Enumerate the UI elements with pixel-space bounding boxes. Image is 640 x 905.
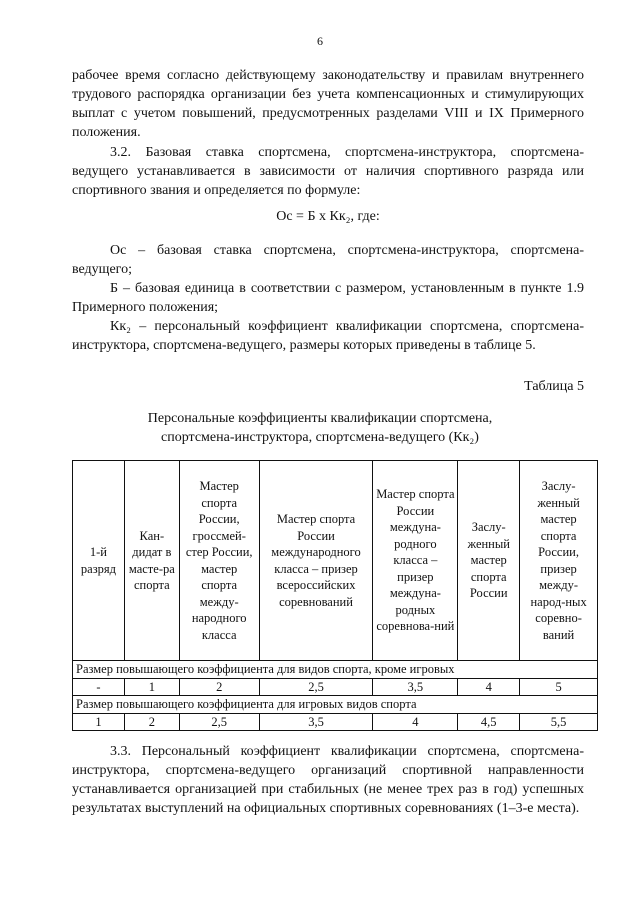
- paragraph-3-3: 3.3. Персональный коэффициент квалификации спортсмена, спортсмена-инструктора, спортсмена-ведущего организаций спортивной направленности устанавливается организацией при стабильных (не менее трех раз в год) успешных результатах выступлений на официальных спортивных соревнованиях (1–3-е места).: [72, 744, 584, 816]
- table-row: [73, 678, 598, 696]
- table-cell: 4: [373, 713, 458, 731]
- paragraph-top: рабочее время согласно действующему законодательству и правилам внутреннего трудового распорядка организации без учета компенсационных и стимулирующих выплат с учетом повышений, предусмотренных разделами VIII и IX Примерного положения.: [72, 68, 584, 140]
- table-section-row: [73, 696, 598, 714]
- table-section-row: [73, 661, 598, 679]
- section-label-non-game: Размер повышающего коэффициента для видов спорта, кроме игровых: [73, 661, 598, 679]
- table-header-row: [73, 461, 598, 661]
- definition-b: Б – базовая единица в соответствии с размером, установленным в пункте 1.9 Примерного положения;: [72, 281, 584, 315]
- table-row: [73, 713, 598, 731]
- header-cell: Мастер спорта России, гроссмей-стер России, мастер спорта между-народного класса: [179, 461, 259, 661]
- header-cell: Кан-дидат в масте-ра спорта: [124, 461, 179, 661]
- header-cell: Мастер спорта России междуна-родного класса – призер междуна-родных соревнова-ний: [373, 461, 458, 661]
- header-cell: Мастер спорта России международного класса – призер всероссийских соревнований: [259, 461, 373, 661]
- header-cell: Заслу-женный мастер спорта России: [458, 461, 520, 661]
- table-cell: 5,5: [520, 713, 598, 731]
- table-cell: 3,5: [259, 713, 373, 731]
- table-cell: 2: [179, 678, 259, 696]
- formula: Ос = Б х Кк₂, где:: [276, 209, 380, 224]
- table-cell: 1: [124, 678, 179, 696]
- table-label: Таблица 5: [524, 379, 584, 394]
- table-cell: 2,5: [179, 713, 259, 731]
- header-cell: Заслу-женный мастер спорта России, призер между-народ-ных соревно-ваний: [520, 461, 598, 661]
- coefficients-table: [72, 460, 598, 731]
- table-cell: 4: [458, 678, 520, 696]
- table-cell: 3,5: [373, 678, 458, 696]
- definitions: [72, 241, 584, 355]
- page-number: 6: [317, 34, 323, 48]
- table-title: Персональные коэффициенты квалификации спортсмена, спортсмена-инструктора, спортсмена-ведущего (Кк₂): [147, 411, 493, 445]
- section-label-game: Размер повышающего коэффициента для игровых видов спорта: [73, 696, 598, 714]
- table-cell: 5: [520, 678, 598, 696]
- table-cell: -: [73, 678, 125, 696]
- definition-oc: Ос – базовая ставка спортсмена, спортсмена-инструктора, спортсмена-ведущего;: [72, 243, 584, 277]
- table-cell: 2: [124, 713, 179, 731]
- table-cell: 2,5: [259, 678, 373, 696]
- table-cell: 1: [73, 713, 125, 731]
- definition-kk: Кк₂ – персональный коэффициент квалификации спортсмена, спортсмена-инструктора, спортсмена-ведущего, размеры которых приведены в таблице 5.: [72, 319, 584, 353]
- table-cell: 4,5: [458, 713, 520, 731]
- paragraph-3-2: 3.2. Базовая ставка спортсмена, спортсмена-инструктора, спортсмена-ведущего устанавливается в зависимости от наличия спортивного разряда или спортивного звания и определяется по формуле:: [72, 145, 584, 198]
- header-cell: 1-й разряд: [73, 461, 125, 661]
